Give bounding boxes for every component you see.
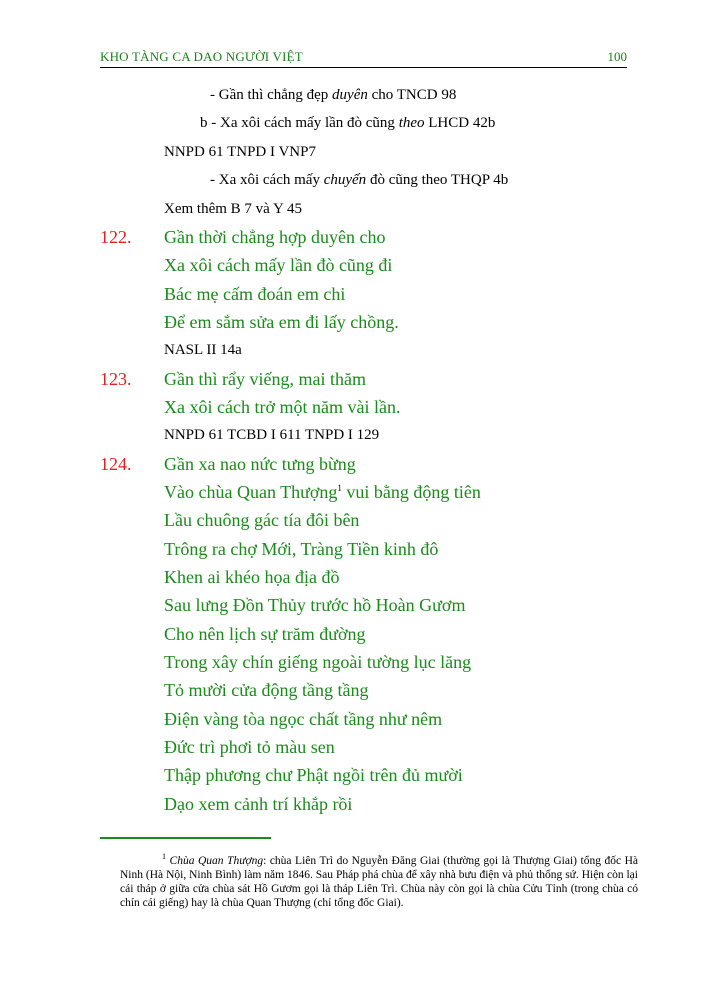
footnote-number: 1 [162, 852, 166, 861]
note-emphasis: chuyến [323, 172, 367, 188]
variant-note-2 [200, 115, 495, 132]
verse-line: Gần thì rẩy viếng, mai thăm [164, 369, 366, 389]
note-text: cho TNCD 98 [367, 87, 457, 103]
poem-number-123: 123. [100, 369, 132, 389]
poem-number-122: 122. [100, 227, 132, 247]
source-citation: NASL II 14a [164, 342, 242, 358]
verse-line: Xa xôi cách trở một năm vài lần. [164, 397, 401, 417]
variant-note-1 [210, 87, 456, 104]
footnote-rule [100, 837, 271, 839]
note-text: đò cũng theo THQP 4b [366, 172, 509, 188]
verse-line: Lầu chuông gác tía đôi bên [164, 510, 360, 530]
verse-line: Khen ai khéo họa địa đồ [164, 567, 340, 587]
footnote-text: : chùa Liên Trì do Nguyễn Đăng Giai (thường gọi là Thượng Giai) tổng đốc Hà Ninh (Hà Nội, Ninh Bình) làm năm 1846. Sau Pháp phá chùa để xây nhà bưu điện và phủ thống sứ. Hiện còn lại cái tháp ở giữa cửa chùa sát Hồ Gươm gọi là tháp Liên Trì. Chùa này còn gọi là chùa Cửu Tỉnh (trong chùa có chín cái giếng) hay là chùa Quan Thượng (chỉ tổng đốc Giai). [120, 855, 639, 909]
verse-line: Xa xôi cách mấy lần đò cũng đi [164, 255, 393, 275]
verse-line: Thập phương chư Phật ngồi trên đủ mười [164, 765, 463, 785]
source-citation: NNPD 61 TCBD I 611 TNPD I 129 [164, 427, 380, 443]
see-also-note: Xem thêm B 7 và Y 45 [164, 201, 303, 217]
verse-text: Vào chùa Quan Thượng [164, 482, 338, 502]
verse-line: Dạo xem cảnh trí khắp rồi [164, 794, 353, 814]
footnote-term: Chùa Quan Thượng [169, 855, 264, 867]
note-emphasis: theo [398, 115, 425, 131]
verse-line: Điện vàng tòa ngọc chất tầng như nêm [164, 709, 443, 729]
verse-line [164, 482, 481, 503]
verse-line: Trông ra chợ Mới, Tràng Tiền kinh đô [164, 539, 439, 559]
note-text: - Gần thì chẳng đẹp [210, 87, 333, 103]
page-header [100, 49, 627, 65]
source-note-3: NNPD 61 TNPD I VNP7 [164, 144, 316, 160]
poem-number-124: 124. [100, 454, 132, 474]
note-emphasis: duyên [332, 87, 368, 103]
note-text: LHCD 42b [424, 115, 496, 131]
verse-line: Đức trì phơi tỏ màu sen [164, 737, 335, 757]
page-number: 100 [607, 49, 627, 64]
verse-text: vui bằng động tiên [341, 482, 481, 502]
verse-line: Bác mẹ cấm đoán em chi [164, 284, 346, 304]
variant-note-4 [210, 172, 508, 189]
footnote [120, 850, 638, 910]
verse-line: Sau lưng Đồn Thủy trước hồ Hoàn Gươm [164, 595, 466, 615]
verse-line: Để em sắm sửa em đi lấy chồng. [164, 312, 399, 332]
note-text: - Xa xôi cách mấy [210, 172, 324, 188]
verse-line: Gần xa nao nức tưng bừng [164, 454, 356, 474]
verse-line: Trong xây chín giếng ngoài tường lục lăng [164, 652, 472, 672]
header-rule [100, 67, 627, 68]
note-text: b - Xa xôi cách mấy lần đò cũng [200, 115, 399, 131]
verse-line: Tỏ mười cửa động tầng tầng [164, 680, 369, 700]
book-title: KHO TÀNG CA DAO NGƯỜI VIỆT [100, 49, 303, 64]
footnote-marker[interactable]: 1 [337, 483, 342, 493]
verse-line: Gần thời chẳng hợp duyên cho [164, 227, 386, 247]
verse-line: Cho nên lịch sự trăm đường [164, 624, 366, 644]
